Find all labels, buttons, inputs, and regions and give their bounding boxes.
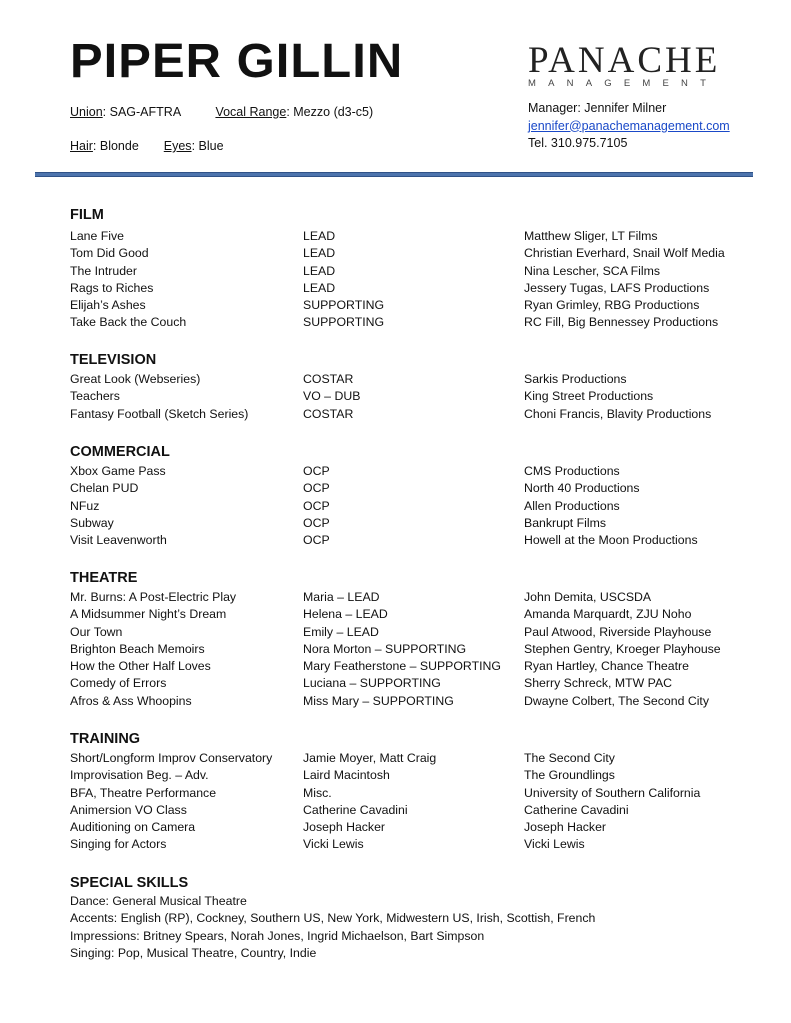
theatre-credit-row bbox=[70, 624, 750, 641]
film-credit-company: Ryan Grimley, RBG Productions bbox=[524, 298, 700, 313]
film-credit-row bbox=[70, 314, 750, 331]
theatre-credit-row bbox=[70, 675, 750, 692]
commercial-credit-row bbox=[70, 532, 750, 549]
skill-line: Dance: General Musical Theatre bbox=[70, 894, 247, 908]
television-credit-company: Choni Francis, Blavity Productions bbox=[524, 406, 712, 421]
skill-line: Accents: English (RP), Cockney, Southern US, New York, Midwestern US, Irish, Scottish, French bbox=[70, 911, 596, 926]
film-credit-role: LEAD bbox=[303, 263, 336, 278]
training-credit-role: Laird Macintosh bbox=[303, 768, 390, 783]
television-credit-role: VO – DUB bbox=[303, 389, 361, 404]
film-credit-company: Christian Everhard, Snail Wolf Media bbox=[524, 246, 725, 261]
film-credit-role: LEAD bbox=[303, 229, 336, 243]
film-credits bbox=[70, 228, 750, 332]
theatre-credit-row bbox=[70, 693, 750, 710]
special-skills-list bbox=[70, 893, 595, 962]
training-credit-project: BFA, Theatre Performance bbox=[70, 785, 217, 800]
theatre-credit-company: Paul Atwood, Riverside Playhouse bbox=[524, 624, 712, 639]
theatre-credit-company: Amanda Marquardt, ZJU Noho bbox=[524, 607, 692, 622]
commercial-credit-row bbox=[70, 480, 750, 497]
film-credit-row bbox=[70, 228, 750, 245]
vocal-range-value: : Mezzo (d3-c5) bbox=[286, 105, 374, 119]
header-divider bbox=[35, 172, 753, 177]
theatre-credit-role: Luciana – SUPPORTING bbox=[303, 676, 441, 691]
vocal-range-label: Vocal Range bbox=[215, 105, 287, 119]
theatre-credit-row bbox=[70, 606, 750, 623]
manager-email-link[interactable]: jennifer@panachemanagement.com bbox=[528, 118, 730, 133]
union-label: Union bbox=[70, 105, 103, 119]
hair-label: Hair bbox=[70, 139, 93, 153]
television-credit-project: Teachers bbox=[70, 389, 120, 404]
stats-row-hair-eyes bbox=[70, 140, 224, 153]
training-credit-row bbox=[70, 750, 750, 767]
film-credit-role: SUPPORTING bbox=[303, 315, 385, 330]
theatre-credit-row bbox=[70, 658, 750, 675]
television-credits bbox=[70, 371, 750, 423]
theatre-credit-project: Brighton Beach Memoirs bbox=[70, 641, 205, 656]
theatre-credit-role: Maria – LEAD bbox=[303, 590, 380, 604]
film-credit-company: Nina Lescher, SCA Films bbox=[524, 263, 660, 278]
training-credit-role: Jamie Moyer, Matt Craig bbox=[303, 751, 437, 765]
theatre-credit-company: Ryan Hartley, Chance Theatre bbox=[524, 659, 689, 674]
theatre-credit-role: Helena – LEAD bbox=[303, 607, 388, 622]
commercial-credit-role: OCP bbox=[303, 464, 330, 478]
commercial-credit-row bbox=[70, 463, 750, 480]
hair-value: : Blonde bbox=[92, 139, 139, 153]
manager-contact bbox=[528, 100, 730, 153]
training-credit-project: Singing for Actors bbox=[70, 837, 167, 852]
training-credit-company: The Second City bbox=[524, 751, 615, 765]
theatre-credit-project: Our Town bbox=[70, 624, 123, 639]
training-credit-project: Short/Longform Improv Conservatory bbox=[70, 751, 273, 765]
film-credit-company: Matthew Sliger, LT Films bbox=[524, 229, 658, 243]
training-credit-role: Catherine Cavadini bbox=[303, 802, 408, 817]
television-credit-project: Great Look (Webseries) bbox=[70, 372, 201, 386]
training-credit-row bbox=[70, 802, 750, 819]
section-title-special-skills: SPECIAL SKILLS bbox=[70, 875, 189, 891]
commercial-credit-row bbox=[70, 498, 750, 515]
theatre-credit-role: Emily – LEAD bbox=[303, 624, 379, 639]
training-credit-project: Auditioning on Camera bbox=[70, 820, 196, 835]
training-credit-company: Catherine Cavadini bbox=[524, 802, 629, 817]
training-credit-row bbox=[70, 767, 750, 784]
union-value: : SAG-AFTRA bbox=[102, 105, 181, 119]
television-credit-row bbox=[70, 388, 750, 405]
film-credit-project: The Intruder bbox=[70, 263, 137, 278]
commercial-credit-project: Chelan PUD bbox=[70, 481, 139, 496]
film-credit-project: Take Back the Couch bbox=[70, 315, 187, 330]
television-credit-project: Fantasy Football (Sketch Series) bbox=[70, 406, 249, 421]
film-credit-company: Jessery Tugas, LAFS Productions bbox=[524, 280, 710, 295]
theatre-credit-role: Miss Mary – SUPPORTING bbox=[303, 693, 454, 708]
commercial-credit-project: Visit Leavenworth bbox=[70, 533, 167, 548]
television-credit-row bbox=[70, 371, 750, 388]
eyes-value: : Blue bbox=[191, 139, 224, 153]
commercial-credit-company: Howell at the Moon Productions bbox=[524, 533, 698, 548]
theatre-credit-project: Afros & Ass Whoopins bbox=[70, 693, 192, 708]
film-credit-project: Elijah’s Ashes bbox=[70, 298, 146, 313]
training-credit-role: Joseph Hacker bbox=[303, 820, 386, 835]
television-credit-row bbox=[70, 406, 750, 423]
commercial-credit-role: OCP bbox=[303, 533, 330, 548]
film-credit-company: RC Fill, Big Bennessey Productions bbox=[524, 315, 719, 330]
training-credit-company: The Groundlings bbox=[524, 768, 615, 783]
commercial-credit-role: OCP bbox=[303, 481, 330, 496]
film-credit-project: Rags to Riches bbox=[70, 280, 154, 295]
film-credit-project: Tom Did Good bbox=[70, 246, 149, 261]
stats-row-union-vocal bbox=[70, 106, 373, 119]
theatre-credit-role: Mary Featherstone – SUPPORTING bbox=[303, 659, 501, 674]
television-credit-company: King Street Productions bbox=[524, 389, 654, 404]
section-title-commercial: COMMERCIAL bbox=[70, 444, 170, 460]
agency-logo bbox=[528, 42, 738, 89]
commercial-credit-row bbox=[70, 515, 750, 532]
section-title-training: TRAINING bbox=[70, 731, 141, 747]
film-credit-row bbox=[70, 280, 750, 297]
commercial-credit-project: Subway bbox=[70, 515, 114, 530]
film-credit-project: Lane Five bbox=[70, 229, 125, 243]
television-credit-company: Sarkis Productions bbox=[524, 372, 627, 386]
manager-name: Manager: Jennifer Milner bbox=[528, 101, 667, 115]
theatre-credit-project: Mr. Burns: A Post-Electric Play bbox=[70, 590, 237, 604]
theatre-credits bbox=[70, 589, 750, 710]
theatre-credit-company: Sherry Schreck, MTW PAC bbox=[524, 676, 673, 691]
training-credit-company: Joseph Hacker bbox=[524, 820, 607, 835]
film-credit-row bbox=[70, 263, 750, 280]
theatre-credit-company: Stephen Gentry, Kroeger Playhouse bbox=[524, 641, 721, 656]
film-credit-role: SUPPORTING bbox=[303, 298, 385, 313]
commercial-credit-company: North 40 Productions bbox=[524, 481, 640, 496]
commercial-credit-company: Bankrupt Films bbox=[524, 515, 607, 530]
training-credit-row bbox=[70, 836, 750, 853]
theatre-credit-project: Comedy of Errors bbox=[70, 676, 167, 691]
film-credit-row bbox=[70, 297, 750, 314]
theatre-credit-role: Nora Morton – SUPPORTING bbox=[303, 641, 467, 656]
commercial-credit-company: CMS Productions bbox=[524, 464, 620, 478]
commercial-credit-project: Xbox Game Pass bbox=[70, 464, 166, 478]
theatre-credit-company: John Demita, USCSDA bbox=[524, 590, 652, 604]
section-title-television: TELEVISION bbox=[70, 352, 157, 368]
eyes-label: Eyes bbox=[163, 139, 192, 153]
training-credit-role: Misc. bbox=[303, 785, 332, 800]
actor-name: PIPER GILLIN bbox=[70, 35, 404, 88]
commercial-credits bbox=[70, 463, 750, 549]
commercial-credit-company: Allen Productions bbox=[524, 498, 620, 513]
training-credit-row bbox=[70, 785, 750, 802]
training-credit-project: Improvisation Beg. – Adv. bbox=[70, 768, 209, 783]
television-credit-role: COSTAR bbox=[303, 372, 354, 386]
skill-line: Impressions: Britney Spears, Norah Jones, Ingrid Michaelson, Bart Simpson bbox=[70, 928, 485, 943]
television-credit-role: COSTAR bbox=[303, 406, 354, 421]
commercial-credit-role: OCP bbox=[303, 498, 330, 513]
theatre-credit-project: A Midsummer Night’s Dream bbox=[70, 607, 227, 622]
theatre-credit-company: Dwayne Colbert, The Second City bbox=[524, 693, 709, 708]
theatre-credit-row bbox=[70, 589, 750, 606]
theatre-credit-project: How the Other Half Loves bbox=[70, 659, 211, 674]
training-credit-company: University of Southern California bbox=[524, 785, 701, 800]
theatre-credit-row bbox=[70, 641, 750, 658]
manager-phone: Tel. 310.975.7105 bbox=[528, 136, 628, 150]
training-credits bbox=[70, 750, 750, 854]
training-credit-project: Animersion VO Class bbox=[70, 802, 187, 817]
commercial-credit-role: OCP bbox=[303, 515, 330, 530]
training-credit-company: Vicki Lewis bbox=[524, 837, 585, 852]
section-title-film: FILM bbox=[70, 207, 104, 223]
logo-wordmark: PANACHE bbox=[528, 40, 721, 81]
film-credit-role: LEAD bbox=[303, 246, 336, 261]
training-credit-role: Vicki Lewis bbox=[303, 837, 364, 852]
film-credit-role: LEAD bbox=[303, 280, 336, 295]
logo-subtitle: MANAGEMENT bbox=[528, 78, 719, 89]
training-credit-row bbox=[70, 819, 750, 836]
skill-line: Singing: Pop, Musical Theatre, Country, Indie bbox=[70, 945, 317, 960]
section-title-theatre: THEATRE bbox=[70, 570, 138, 586]
film-credit-row bbox=[70, 245, 750, 262]
commercial-credit-project: NFuz bbox=[70, 498, 100, 513]
